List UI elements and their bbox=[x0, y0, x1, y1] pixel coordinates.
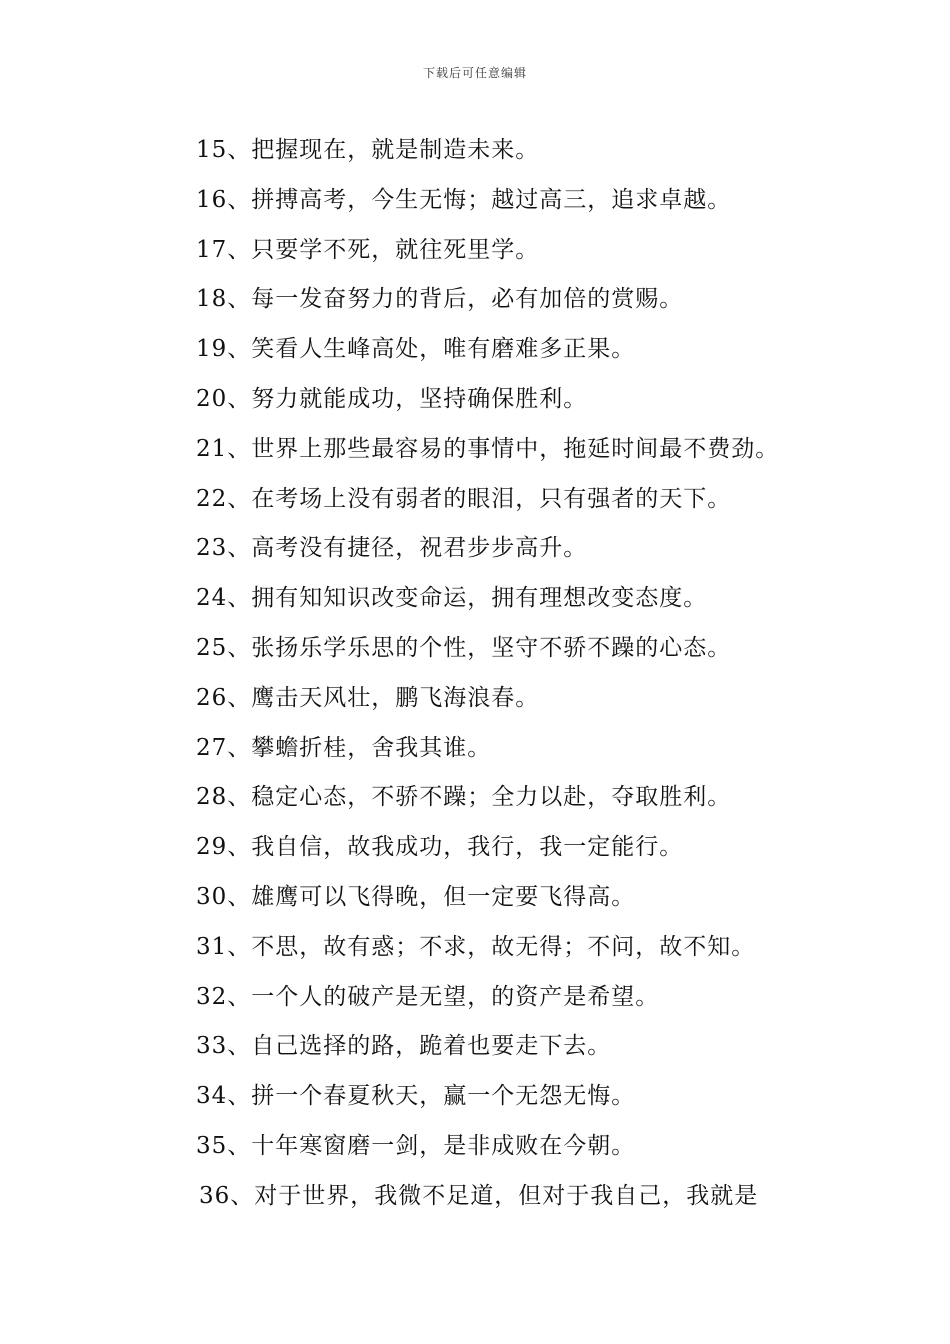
list-item bbox=[196, 1126, 916, 1176]
item-text: 每一发奋努力的背后，必有加倍的赏赐。 bbox=[251, 286, 684, 313]
list-item bbox=[196, 528, 916, 578]
list-item bbox=[196, 927, 916, 977]
item-number: 18、 bbox=[196, 286, 252, 313]
item-number: 35、 bbox=[196, 1132, 252, 1159]
item-number: 31、 bbox=[196, 933, 252, 960]
list-item bbox=[196, 130, 916, 180]
item-number: 34、 bbox=[196, 1083, 252, 1110]
item-text: 高考没有捷径，祝君步步高升。 bbox=[251, 535, 588, 562]
item-text: 雄鹰可以飞得晚，但一定要飞得高。 bbox=[251, 883, 636, 910]
list-item bbox=[196, 877, 916, 927]
item-text: 不思，故有惑；不求，故无得；不问，故不知。 bbox=[251, 933, 756, 960]
item-text: 拥有知知识改变命运，拥有理想改变态度。 bbox=[251, 585, 708, 612]
list-item bbox=[196, 628, 916, 678]
item-number: 24、 bbox=[196, 585, 252, 612]
quote-list bbox=[196, 130, 916, 1226]
item-text: 世界上那些最容易的事情中，拖延时间最不费劲。 bbox=[251, 435, 780, 462]
item-text: 只要学不死，就往死里学。 bbox=[251, 236, 540, 263]
item-number: 17、 bbox=[196, 236, 252, 263]
item-text: 自己选择的路，跪着也要走下去。 bbox=[251, 1033, 612, 1060]
item-number: 21、 bbox=[196, 435, 252, 462]
item-text: 十年寒窗磨一剑，是非成败在今朝。 bbox=[251, 1132, 636, 1159]
list-item bbox=[196, 728, 916, 778]
list-item bbox=[196, 777, 916, 827]
item-text: 把握现在，就是制造未来。 bbox=[251, 137, 540, 163]
item-number: 36、 bbox=[199, 1182, 255, 1209]
item-text: 鹰击天风壮，鹏飞海浪春。 bbox=[251, 684, 540, 711]
item-text: 笑看人生峰高处，唯有磨难多正果。 bbox=[251, 336, 636, 363]
list-item bbox=[196, 279, 916, 329]
list-item bbox=[196, 1026, 916, 1076]
list-item bbox=[196, 479, 916, 529]
item-number: 32、 bbox=[196, 983, 252, 1010]
header-note: 下载后可任意编辑 bbox=[422, 66, 527, 80]
item-number: 26、 bbox=[196, 684, 252, 711]
list-item bbox=[196, 329, 916, 379]
item-text: 稳定心态，不骄不躁；全力以赴，夺取胜利。 bbox=[251, 784, 732, 811]
item-number: 19、 bbox=[196, 336, 252, 363]
item-number: 28、 bbox=[196, 784, 252, 811]
item-number: 33、 bbox=[196, 1033, 252, 1060]
list-item bbox=[196, 578, 916, 628]
item-number: 20、 bbox=[196, 385, 252, 412]
item-number: 16、 bbox=[196, 186, 252, 213]
list-item bbox=[196, 1076, 916, 1126]
item-number: 25、 bbox=[196, 634, 252, 661]
list-item bbox=[196, 230, 916, 280]
list-item bbox=[196, 379, 916, 429]
list-item bbox=[196, 1176, 916, 1226]
list-item bbox=[196, 429, 916, 479]
item-number: 22、 bbox=[196, 485, 252, 512]
item-text: 一个人的破产是无望，的资产是希望。 bbox=[251, 983, 660, 1010]
item-text: 拼一个春夏秋天，赢一个无怨无悔。 bbox=[251, 1083, 636, 1110]
item-text: 张扬乐学乐思的个性，坚守不骄不躁的心态。 bbox=[251, 634, 732, 661]
list-item bbox=[196, 977, 916, 1027]
item-text: 努力就能成功，坚持确保胜利。 bbox=[251, 385, 588, 412]
item-text: 在考场上没有弱者的眼泪，只有强者的天下。 bbox=[251, 485, 732, 512]
list-item bbox=[196, 180, 916, 230]
item-number: 23、 bbox=[196, 535, 252, 562]
item-text: 攀蟾折桂，舍我其谁。 bbox=[251, 734, 492, 761]
item-number: 30、 bbox=[196, 883, 252, 910]
item-number: 27、 bbox=[196, 734, 252, 761]
item-number: 29、 bbox=[196, 834, 252, 861]
item-text: 我自信，故我成功，我行，我一定能行。 bbox=[251, 834, 684, 861]
item-text: 拼搏高考，今生无悔；越过高三，追求卓越。 bbox=[251, 186, 732, 213]
item-number: 15、 bbox=[196, 137, 252, 163]
list-item bbox=[196, 827, 916, 877]
list-item bbox=[196, 678, 916, 728]
item-text: 对于世界，我微不足道，但对于我自己，我就是 bbox=[254, 1182, 759, 1209]
